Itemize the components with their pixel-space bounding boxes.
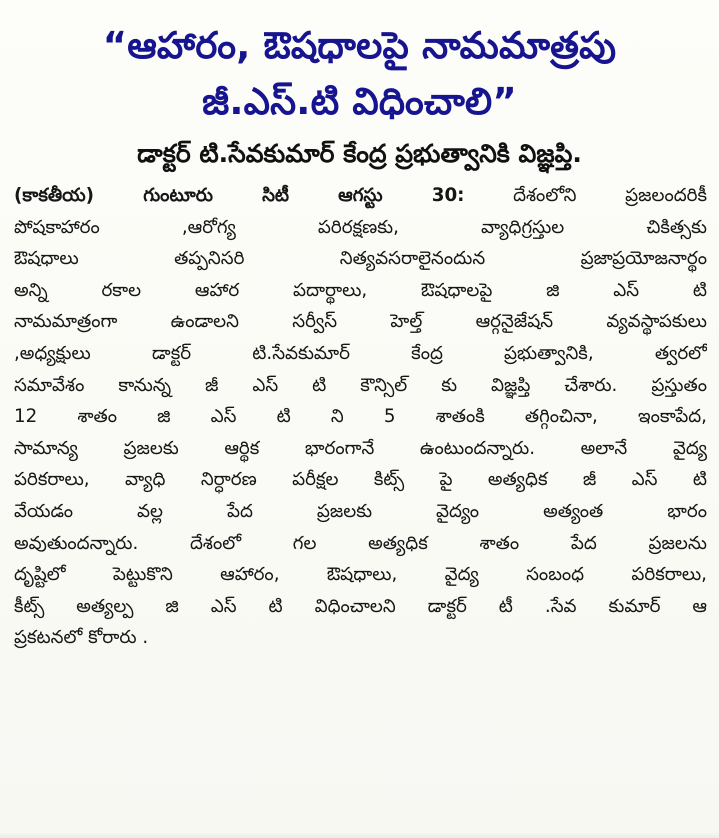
body-line-3: ఔషధాలు తప్పనిసరి నిత్యవసరాలైనందున ప్రజాప్రయోజనార్థం — [14, 248, 707, 270]
subheadline: డాక్టర్ టి.సేవకుమార్ కేంద్ర ప్రభుత్వానికి విజ్ఞప్తి. — [137, 139, 582, 168]
body-line-1 — [14, 180, 707, 212]
body-line-14: కీట్స్ అత్యల్ప జి ఎస్ టి విధించాలని డాక్టర్ టీ .సేవ కుమార్ ఆ — [14, 595, 707, 617]
body-line-7: సమావేశం కానున్న జీ ఎస్ టి కౌన్సిల్ కు విజ్ఞప్తి చేశారు. ప్రస్తుతం — [14, 374, 707, 396]
body-line-9: సామాన్య ప్రజలకు ఆర్థిక భారంగానే ఉంటుందన్నారు. అలానే వైద్య — [14, 437, 707, 459]
body-line-10: పరికరాలు, వ్యాధి నిర్ధారణ పరీక్షల కిట్స్ పై అత్యధిక జీ ఎస్ టి — [14, 469, 707, 491]
body-line-1-text: దేశంలోని ప్రజలందరికీ — [464, 185, 707, 206]
body-line-13: దృష్టిలో పెట్టుకొని ఆహారం, ఔషధాలు, వైద్య సంబంధ పరికరాలు, — [14, 564, 707, 586]
body-line-11: వేయడం వల్ల పేద ప్రజలకు వైద్యం అత్యంత భారం — [14, 500, 707, 522]
body-line-8: 12 శాతం జి ఎస్ టి ని 5 శాతంకి తగ్గించినా, ఇంకాపేద, — [14, 406, 707, 428]
dateline: (కాకతీయ) గుంటూరు సిటీ ఆగస్టు 30: — [14, 185, 465, 206]
headline — [0, 0, 719, 130]
body-line-4: అన్ని రకాల ఆహార పదార్థాలు, ఔషధాలపై జి ఎస్ టి — [14, 279, 707, 301]
paper-edge-shadow — [0, 832, 719, 838]
body-line-2: పోషకాహారం ,ఆరోగ్య పరిరక్షణకు, వ్యాధిగ్రస్తుల చికిత్సకు — [14, 216, 707, 238]
body-line-5: నామమాత్రంగా ఉండాలని సర్వీస్ హెల్త్ ఆర్గనైజేషన్ వ్యవస్థాపకులు — [14, 311, 707, 333]
body-line-15: ప్రకటనలో కోరారు . — [14, 627, 149, 649]
article-body — [0, 176, 719, 654]
body-line-12: అవుతుందన్నారు. దేశంలో గల అత్యధిక శాతం పేద ప్రజలను — [14, 532, 707, 554]
body-line-6: ,అధ్యక్షులు డాక్టర్ టి.సేవకుమార్ కేంద్ర ప్రభుత్వానికి, త్వరలో — [14, 342, 707, 364]
headline-line-2: జీ.ఎస్.టి విధించాలి” — [202, 80, 517, 123]
headline-line-1: “ఆహారం, ఔషధాలపై నామమాత్రపు — [102, 24, 617, 67]
